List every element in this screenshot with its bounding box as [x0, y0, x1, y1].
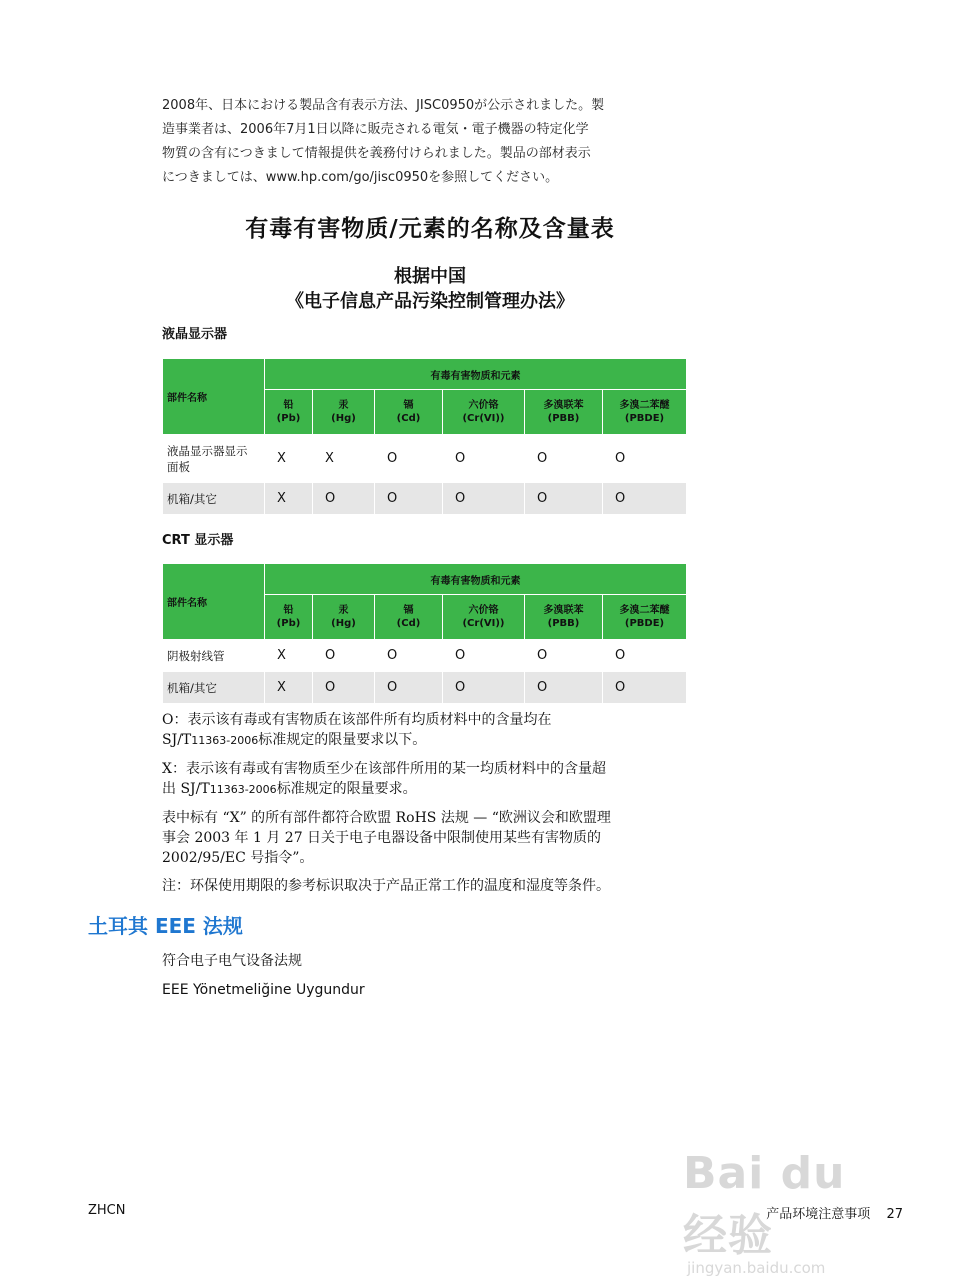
watermark-url: jingyan.baidu.com [687, 1259, 826, 1277]
column-header-lead: 铅 (Pb) [265, 595, 313, 640]
subtitle-line1: 根据中国 [394, 266, 466, 287]
turkey-eee-heading: 土耳其 EEE 法规 [88, 914, 243, 938]
jp-line: 2008年、日本における製品含有表示方法、JISC0950が公示されました。製 [162, 98, 605, 113]
value-cell: O [375, 640, 443, 672]
page-number: 27 [886, 1207, 903, 1222]
part-name-cell: 液晶显示器显示 面板 [163, 435, 265, 483]
value-cell: O [313, 672, 375, 704]
value-cell: O [603, 672, 687, 704]
turkey-line-chinese: 符合电子电气设备法规 [162, 953, 302, 969]
value-cell: X [265, 672, 313, 704]
note-environment: 注：环保使用期限的参考标识取决于产品正常工作的温度和湿度等条件。 [162, 878, 610, 894]
value-cell: O [313, 483, 375, 515]
value-cell: X [265, 435, 313, 483]
value-cell: O [375, 483, 443, 515]
footer-locale: ZHCN [88, 1203, 126, 1218]
value-cell: O [525, 640, 603, 672]
note-o: O：表示该有毒或有害物质在该部件所有均质材料中的含量均在 SJ/T11363-2006标准规定的限量要求以下。 [162, 712, 552, 748]
substances-group-header: 有毒有害物质和元素 [265, 564, 687, 595]
column-header-chromium: 六价铬 (Cr(VI)) [443, 595, 525, 640]
main-title: 有毒有害物质/元素的名称及含量表 [245, 216, 615, 242]
value-cell: O [603, 640, 687, 672]
value-cell: O [375, 435, 443, 483]
subtitle-line2: 《电子信息产品污染控制管理办法》 [286, 291, 574, 312]
japanese-paragraph [162, 94, 632, 190]
column-header-mercury: 汞 (Hg) [313, 595, 375, 640]
legend-notes [162, 710, 692, 904]
crt-substance-table [162, 563, 687, 704]
value-cell: O [313, 640, 375, 672]
column-header-pbde: 多溴二苯醚 (PBDE) [603, 390, 687, 435]
crt-section-heading: CRT 显示器 [162, 533, 234, 548]
column-header-mercury: 汞 (Hg) [313, 390, 375, 435]
jp-line: 造事業者は、2006年7月1日以降に販売される電気・電子機器の特定化学 [162, 122, 589, 137]
value-cell: O [375, 672, 443, 704]
part-name-cell: 机箱/其它 [163, 483, 265, 515]
table-row [163, 640, 687, 672]
column-header-lead: 铅 (Pb) [265, 390, 313, 435]
part-name-header: 部件名称 [163, 359, 265, 435]
part-name-cell: 阴极射线管 [163, 640, 265, 672]
turkey-line-turkish: EEE Yönetmeliğine Uygundur [162, 982, 365, 998]
footer-section-title: 产品环境注意事项 [766, 1207, 871, 1222]
column-header-pbb: 多溴联苯 (PBB) [525, 595, 603, 640]
value-cell: X [265, 640, 313, 672]
lcd-section-heading: 液晶显示器 [162, 327, 228, 342]
table-row [163, 435, 687, 483]
substances-group-header: 有毒有害物质和元素 [265, 359, 687, 390]
table-row [163, 672, 687, 704]
value-cell: X [313, 435, 375, 483]
table-row [163, 483, 687, 515]
value-cell: O [603, 435, 687, 483]
value-cell: O [443, 672, 525, 704]
lcd-substance-table [162, 358, 687, 515]
value-cell: O [525, 483, 603, 515]
value-cell: O [443, 435, 525, 483]
column-header-chromium: 六价铬 (Cr(VI)) [443, 390, 525, 435]
value-cell: O [443, 483, 525, 515]
jp-line: につきましては、www.hp.com/go/jisc0950を参照してください。 [162, 170, 559, 185]
value-cell: X [265, 483, 313, 515]
note-x: X：表示该有毒或有害物质至少在该部件所用的某一均质材料中的含量超 出 SJ/T11363-2006标准规定的限量要求。 [162, 761, 606, 797]
value-cell: O [603, 483, 687, 515]
part-name-cell: 机箱/其它 [163, 672, 265, 704]
jp-line: 物質の含有につきまして情報提供を義務付けられました。製品の部材表示 [162, 146, 591, 161]
watermark-logo-text: Bai du 经验 [683, 1148, 846, 1261]
footer-page-info [766, 1203, 903, 1222]
value-cell: O [443, 640, 525, 672]
part-name-header: 部件名称 [163, 564, 265, 640]
value-cell: O [525, 435, 603, 483]
column-header-cadmium: 镉 (Cd) [375, 595, 443, 640]
value-cell: O [525, 672, 603, 704]
column-header-cadmium: 镉 (Cd) [375, 390, 443, 435]
column-header-pbb: 多溴联苯 (PBB) [525, 390, 603, 435]
note-rohs: 表中标有 “X” 的所有部件都符合欧盟 RoHS 法规 — “欧洲议会和欧盟理 事会 2003 年 1 月 27 日关于电子电器设备中限制使用某些有害物质的 2002/95/EC 号指令”。 [162, 810, 611, 866]
column-header-pbde: 多溴二苯醚 (PBDE) [603, 595, 687, 640]
